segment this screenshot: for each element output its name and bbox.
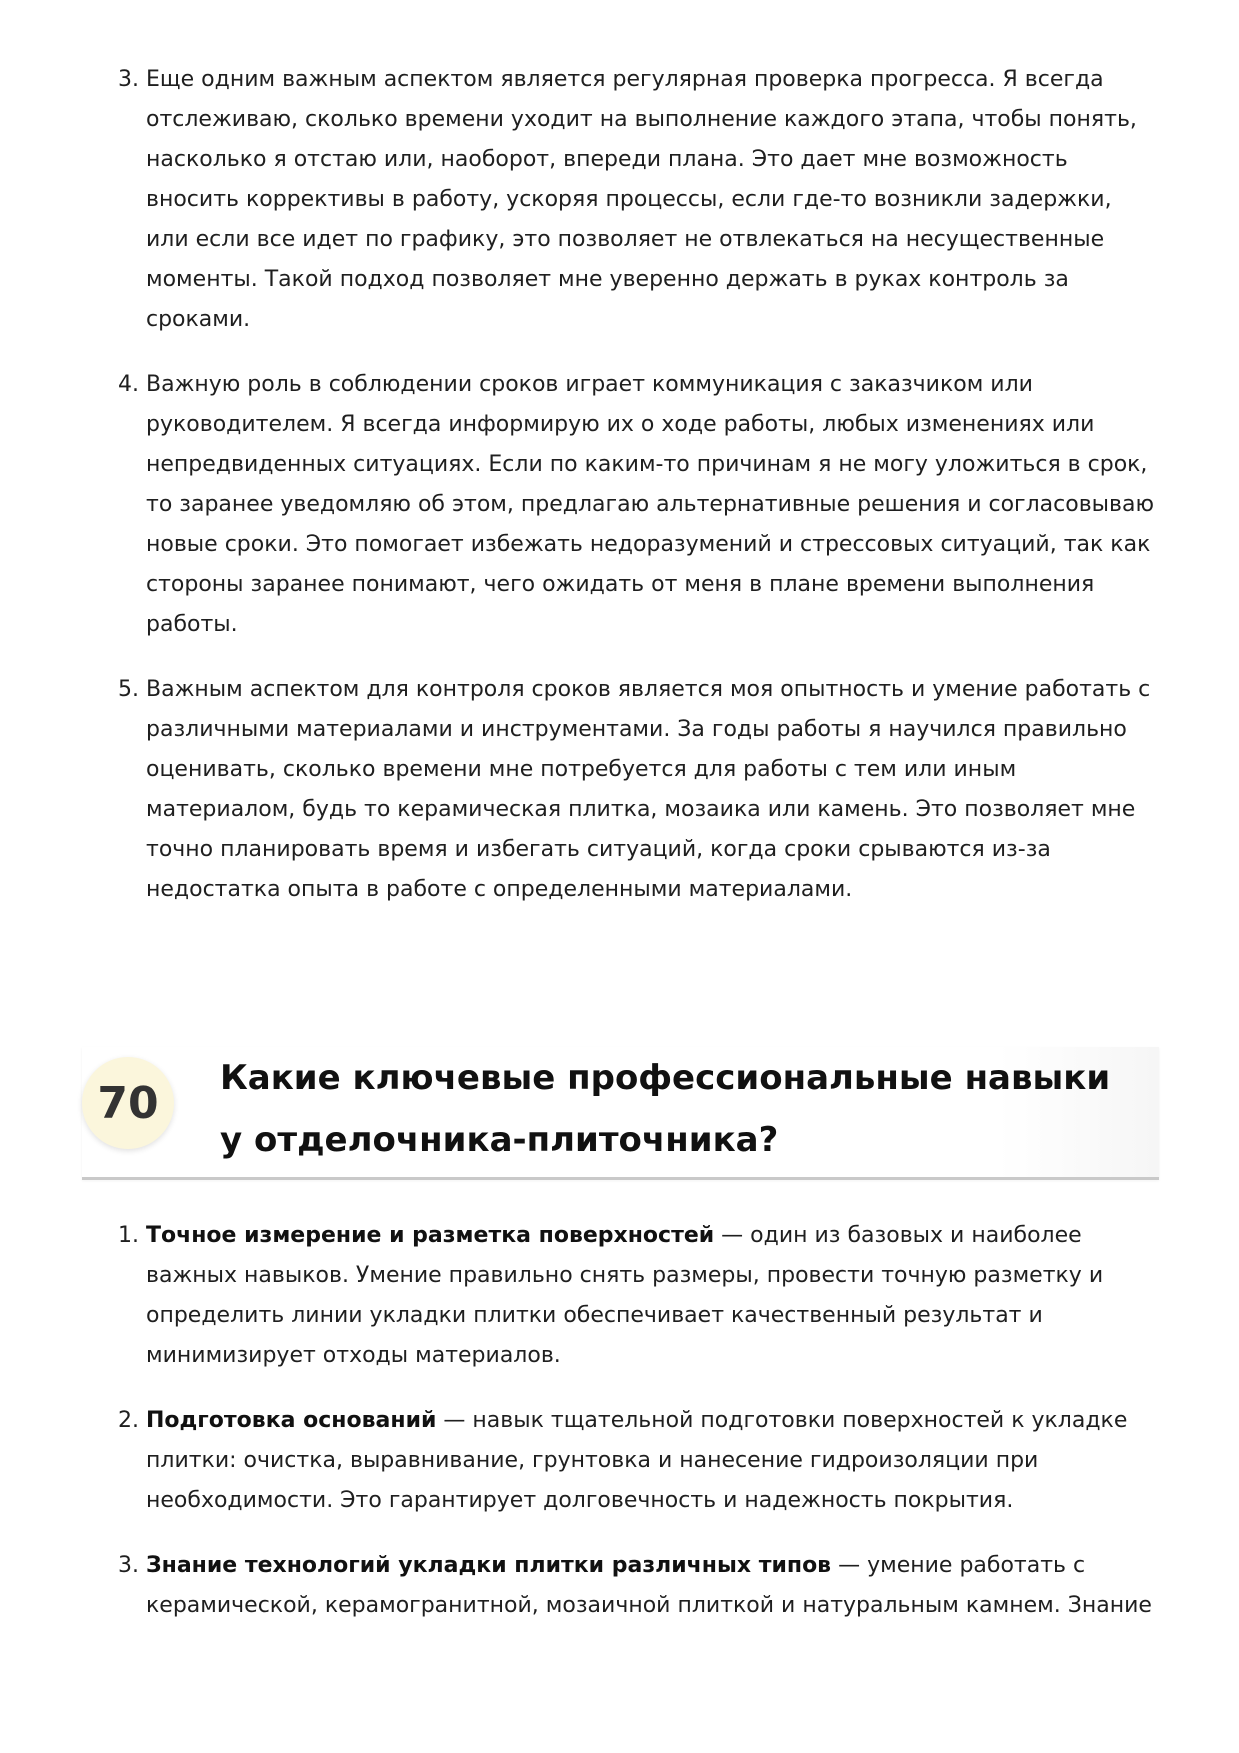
list-item	[100, 1546, 1160, 1626]
list-item-number: 2.	[118, 1408, 139, 1433]
list-item-number: 4.	[118, 372, 139, 397]
list-item	[100, 60, 1160, 340]
list-item-number: 1.	[118, 1223, 139, 1248]
list-item-number: 5.	[118, 677, 139, 702]
list-item-text: Важным аспектом для контроля сроков является моя опытность и умение работать с различными материалами и инструментами. За годы работы я научился правильно оценивать, сколько времени мне потребуется для работы с тем или иным материалом, будь то керамическая плитка, мозаика или камень. Это позволяет мне точно планировать время и избегать ситуаций, когда сроки срываются из-за недостатка опыта в работе с определенными материалами.	[146, 677, 1151, 902]
list-item-text: — один из базовых и наиболее важных навыков. Умение правильно снять размеры, провести точную разметку и определить линии укладки плитки обеспечивает качественный результат и минимизирует отходы материалов.	[146, 1223, 1104, 1368]
list-item-number: 3.	[118, 67, 139, 92]
list-item-bold-term: Точное измерение и разметка поверхностей	[146, 1223, 715, 1248]
section-number-badge: 70	[82, 1057, 174, 1149]
list-item	[100, 1401, 1160, 1521]
section-title: Какие ключевые профессиональные навыки у отделочника-плиточника?	[220, 1058, 1111, 1160]
numbered-list-top	[100, 60, 1160, 935]
list-item-text: Важную роль в соблюдении сроков играет коммуникация с заказчиком или руководителем. Я всегда информирую их о ходе работы, любых изменениях или непредвиденных ситуациях. Если по каким-то причинам я не могу уложиться в срок, то заранее уведомляю об этом, предлагаю альтернативные решения и согласовываю новые сроки. Это помогает избежать недоразумений и стрессовых ситуаций, так как стороны заранее понимают, чего ожидать от меня в плане времени выполнения работы.	[146, 372, 1155, 637]
list-item-text: — навык тщательной подготовки поверхностей к укладке плитки: очистка, выравнивание, грунтовка и нанесение гидроизоляции при необходимости. Это гарантирует долговечность и надежность покрытия.	[146, 1408, 1128, 1513]
list-item	[100, 365, 1160, 645]
list-item	[100, 1216, 1160, 1376]
list-item-text: Еще одним важным аспектом является регулярная проверка прогресса. Я всегда отслеживаю, сколько времени уходит на выполнение каждого этапа, чтобы понять, насколько я отстаю или, наоборот, впереди плана. Это дает мне возможность вносить коррективы в работу, ускоряя процессы, если где-то возникли задержки, или если все идет по графику, это позволяет не отвлекаться на несущественные моменты. Такой подход позволяет мне уверенно держать в руках контроль за сроками.	[146, 67, 1137, 332]
list-item-bold-term: Знание технологий укладки плитки различных типов	[146, 1553, 832, 1578]
section-header	[82, 1047, 1159, 1180]
list-item-text: — умение работать с керамической, керамогранитной, мозаичной плиткой и натуральным камнем. Знание	[146, 1553, 1152, 1618]
list-item	[100, 670, 1160, 910]
numbered-list-bottom	[100, 1216, 1160, 1651]
list-item-number: 3.	[118, 1553, 139, 1578]
list-item-bold-term: Подготовка оснований	[146, 1408, 437, 1433]
